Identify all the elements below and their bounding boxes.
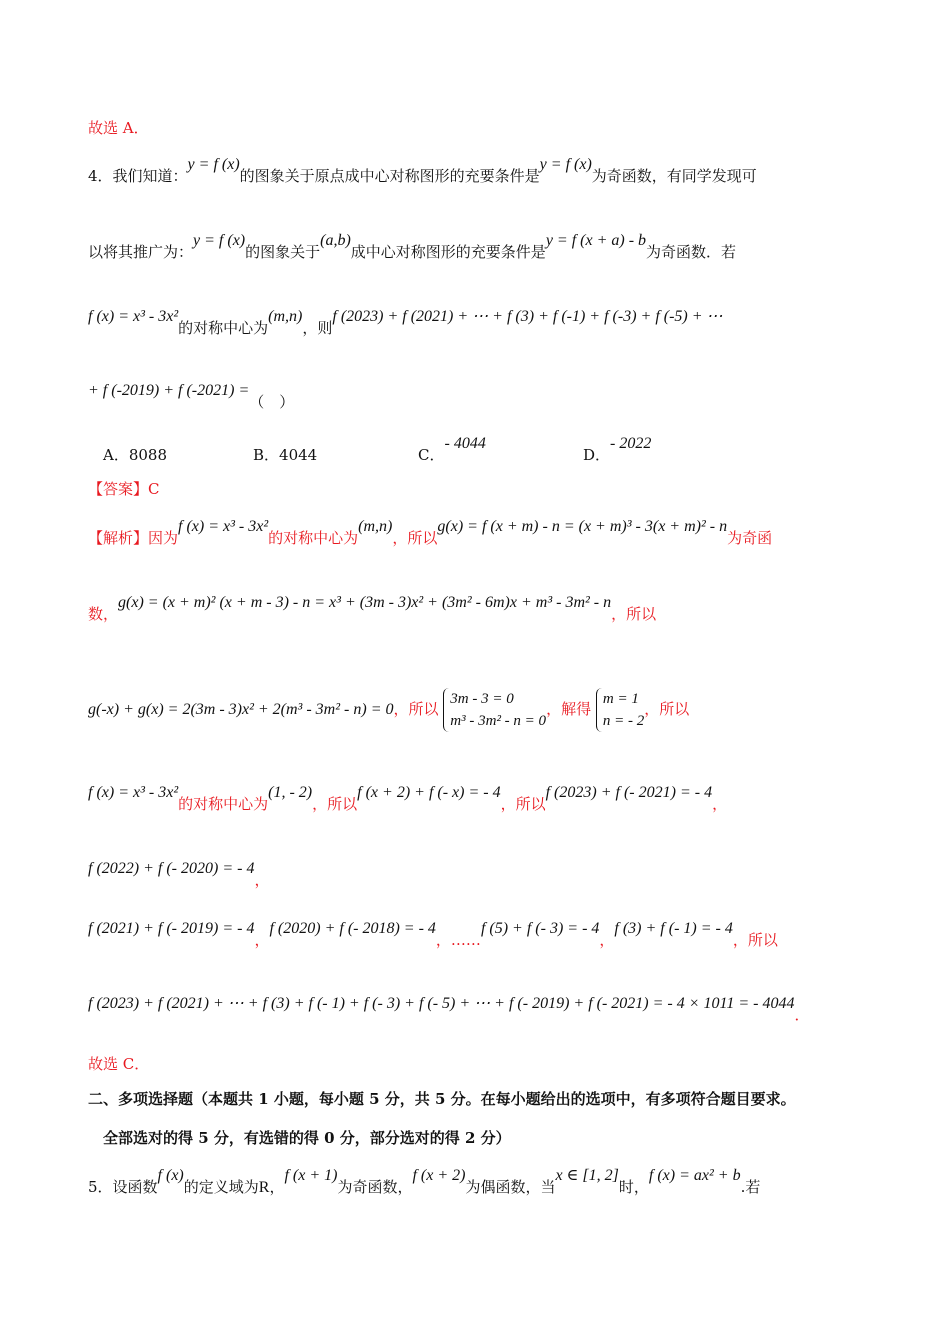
section-2-heading-cont: 全部选对的得 5 分，有选错的得 0 分，部分选对的得 2 分） bbox=[103, 1129, 511, 1147]
solution-line-4: f (x) = x³ - 3x²的对称中心为(1, - 2)，所以f (x + 2) + f (- x) = - 4，所以f (2023) + f (- 2021) = - 4， bbox=[88, 784, 728, 813]
equation-system-2: m = 1 n = - 2 bbox=[596, 688, 644, 732]
option-c: C．- 4044 bbox=[418, 435, 486, 464]
solution-line-2: 数，g(x) = (x + m)² (x + m - 3) - n = x³ + (3m - 3)x² + (3m² - 6m)x + m³ - 3m² - n，所以 bbox=[88, 594, 657, 623]
previous-conclusion: 故选 A． bbox=[88, 119, 149, 137]
option-a: A．8088 bbox=[103, 446, 168, 464]
q4-line-3: f (x) = x³ - 3x²的对称中心为(m,n)，则f (2023) + f (2021) + ⋯ + f (3) + f (-1) + f (-3) + f (-5) + ⋯ bbox=[88, 308, 723, 337]
answer: 【答案】C bbox=[88, 480, 160, 498]
solution-line-6: f (2021) + f (- 2019) = - 4，f (2020) + f (- 2018) = - 4，……f (5) + f (- 3) = - 4，f (3) + f (- 1) = - 4，所以 bbox=[88, 920, 778, 949]
equation-system-1: 3m - 3 = 0 m³ - 3m² - n = 0 bbox=[443, 688, 546, 732]
q4-line-2: 以将其推广为：y = f (x)的图象关于(a,b)成中心对称图形的充要条件是y = f (x + a) - b为奇函数．若 bbox=[88, 232, 737, 261]
option-b: B．4044 bbox=[253, 446, 318, 464]
q5-line-1: 5．设函数f (x)的定义域为R，f (x + 1)为奇函数，f (x + 2)为偶函数，当x ∈ [1, 2]时，f (x) = ax² + b.若 bbox=[88, 1167, 761, 1196]
solution-line-5: f (2022) + f (- 2020) = - 4， bbox=[88, 860, 270, 889]
q4-line-4: + f (-2019) + f (-2021) =（ ） bbox=[88, 382, 295, 411]
solution-conclusion: 故选 C． bbox=[88, 1055, 150, 1073]
solution-line-7: f (2023) + f (2021) + ⋯ + f (3) + f (- 1) + f (- 3) + f (- 5) + ⋯ + f (- 2019) + f (- 2021) = - 4 × 1011 = - 4044． bbox=[88, 995, 810, 1024]
solution-line-3: g(-x) + g(x) = 2(3m - 3)x² + 2(m³ - 3m² - n) = 0，所以 3m - 3 = 0 m³ - 3m² - n = 0，解得 m = 1 n = - 2，所以 bbox=[88, 688, 689, 732]
solution-line-1: 【解析】因为f (x) = x³ - 3x²的对称中心为(m,n)，所以g(x) = f (x + m) - n = (x + m)³ - 3(x + m)² - n为奇函 bbox=[88, 518, 773, 547]
option-d: D．- 2022 bbox=[583, 435, 652, 464]
section-2-heading: 二、多项选择题（本题共 1 小题，每小题 5 分，共 5 分。在每小题给出的选项中，有多项符合题目要求。 bbox=[88, 1090, 796, 1108]
q4-line-1: 4．我们知道：y = f (x)的图象关于原点成中心对称图形的充要条件是y = f (x)为奇函数，有同学发现可 bbox=[88, 156, 757, 185]
